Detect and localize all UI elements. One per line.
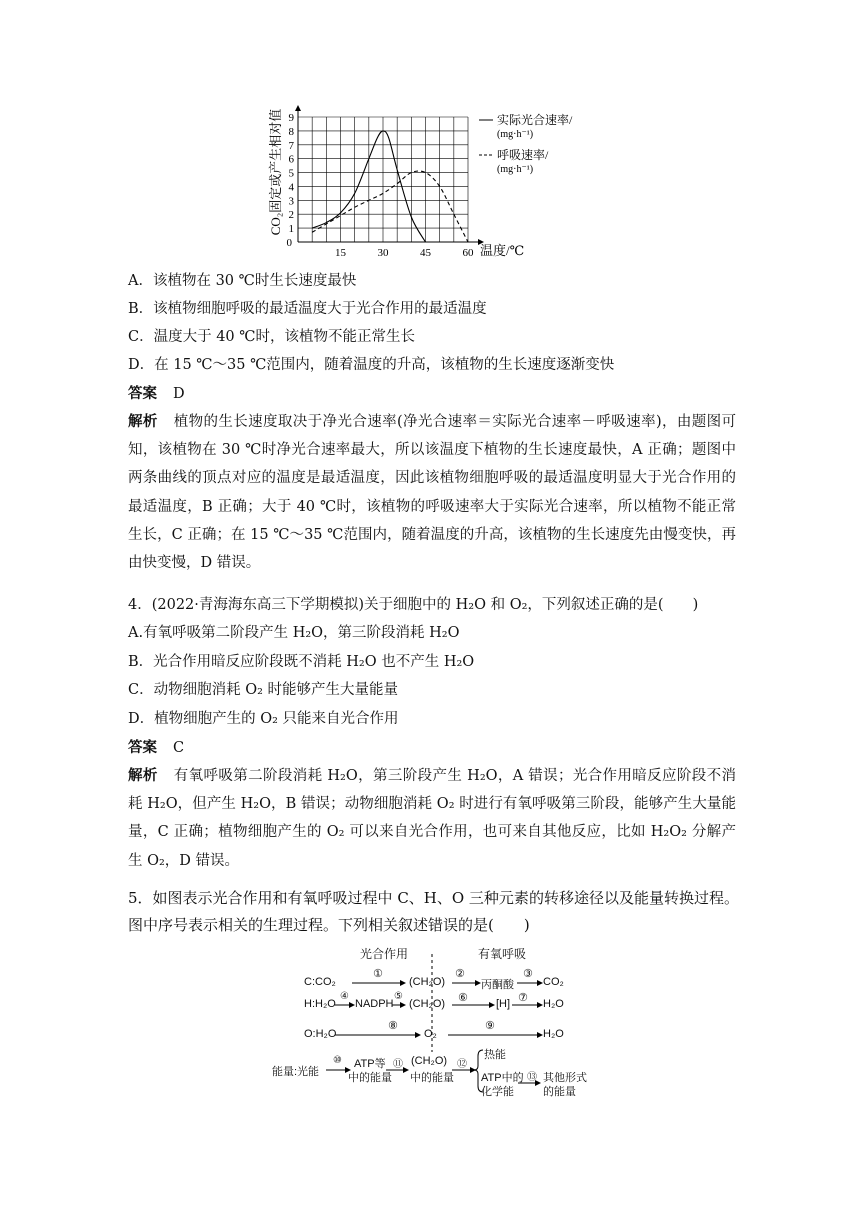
process-7: ⑦	[518, 992, 528, 1004]
process-2: ②	[455, 968, 465, 980]
legend-series-2-line1: 呼吸速率/	[497, 148, 549, 162]
q4-analysis	[128, 762, 736, 875]
x-axis-label: 温度/℃	[480, 243, 525, 258]
q4-option-d: D．植物细胞产生的 O₂ 只能来自光合作用	[128, 711, 399, 727]
chart-ticks	[287, 112, 475, 259]
energy-atp-chem-line2: 化学能	[481, 1086, 514, 1098]
q4-option-b: B．光合作用暗反应阶段既不消耗 H₂O 也不产生 H₂O	[128, 654, 475, 670]
temperature-rate-chart	[250, 100, 630, 265]
y-tick-label: 9	[288, 112, 294, 124]
process-8: ⑧	[388, 1020, 398, 1032]
q3-analysis	[128, 408, 736, 577]
series-respiration-line	[312, 171, 468, 242]
q4-stem: 4．(2022·青海海东高三下学期模拟)关于细胞中的 H₂O 和 O₂，下列叙述正确的是( )	[128, 597, 699, 613]
q5-stem-line1: 5．如图表示光合作用和有氧呼吸过程中 C、H、O 三种元素的转移途径以及能量转换过程。	[128, 889, 739, 907]
h-row-ch2o: (CH₂O)	[409, 998, 446, 1010]
legend-series-1-line2: (mg·h⁻¹)	[497, 129, 534, 140]
h-row-h2o: H₂O	[543, 998, 564, 1010]
y-axis-arrow	[295, 105, 301, 111]
c-row-co2: CO₂	[543, 976, 564, 988]
o-row-o2: O₂	[424, 1028, 437, 1040]
o-row-h2o: H₂O	[543, 1028, 564, 1040]
q5-stem-line2: 图中序号表示相关的生理过程。下列相关叙述错误的是( )	[128, 916, 530, 934]
legend-series-2-line2: (mg·h⁻¹)	[497, 164, 534, 175]
process-9: ⑨	[485, 1020, 495, 1032]
process-11: ⑪	[393, 1059, 403, 1070]
origin-label: 0	[286, 237, 292, 249]
y-tick-label: 1	[288, 223, 294, 236]
diagram-header-respiration: 有氧呼吸	[478, 947, 527, 961]
answer-label: 答案	[128, 739, 157, 756]
process-4: ④	[340, 991, 349, 1002]
y-tick-label: 8	[288, 125, 294, 138]
energy-atp-chem-line1: ATP中的	[481, 1072, 524, 1084]
energy-other-line2: 的能量	[543, 1086, 576, 1098]
y-tick-label: 4	[288, 181, 294, 194]
analysis-text: 有氧呼吸第二阶段消耗 H₂O，第三阶段产生 H₂O，A 错误；光合作用暗反应阶段不消耗 H₂O，但产生 H₂O，B 错误；动物细胞消耗 O₂ 时进行有氧呼吸第三阶段，能够产生大量能量，C 正确；植物细胞产生的 O₂ 可以来自光合作用，也可来自其他反应，比如 H₂O₂ 分解产生 O₂，D 错误。	[128, 768, 736, 869]
y-tick-label: 2	[288, 209, 294, 222]
answer-label: 答案	[128, 385, 157, 402]
y-axis-label: CO₂固定或产生相对值	[268, 108, 283, 236]
o-row-label: O:H₂O	[304, 1028, 337, 1040]
q4-option-a: A.有氧呼吸第二阶段产生 H₂O，第三阶段消耗 H₂O	[128, 625, 460, 641]
x-tick-label: 30	[377, 247, 389, 259]
q4-answer	[128, 738, 184, 758]
h-row-label: H:H₂O	[304, 998, 336, 1010]
answer-value: C	[173, 740, 185, 756]
energy-other-line1: 其他形式	[543, 1072, 587, 1084]
analysis-label: 解析	[128, 413, 158, 430]
process-1: ①	[373, 968, 383, 980]
x-tick-label: 15	[335, 247, 346, 259]
q3-answer	[128, 384, 185, 404]
process-12: ⑫	[457, 1059, 467, 1070]
q3-option-a: A．该植物在 30 ℃时生长速度最快	[128, 273, 357, 289]
energy-ch2o-line2: 中的能量	[410, 1072, 454, 1084]
h-row-h: [H]	[496, 998, 511, 1010]
x-tick-label: 60	[462, 247, 474, 259]
process-10: ⑩	[333, 1055, 342, 1066]
energy-ch2o-line1: (CH₂O)	[411, 1055, 448, 1067]
q3-option-b: B．该植物细胞呼吸的最适温度大于光合作用的最适温度	[128, 301, 487, 317]
analysis-label: 解析	[128, 767, 158, 784]
y-tick-label: 7	[288, 139, 294, 152]
c-row-ch2o: (CH₂O)	[409, 976, 446, 988]
process-5: ⑤	[394, 991, 403, 1002]
c-row-pyruvate: 丙酮酸	[481, 979, 514, 991]
q3-option-d: D．在 15 ℃～35 ℃范围内，随着温度的升高，该植物的生长速度逐渐变快	[128, 357, 615, 373]
energy-row-label: 能量:光能	[272, 1066, 320, 1078]
y-tick-label: 3	[288, 195, 294, 208]
energy-atp-line1: ATP等	[354, 1058, 386, 1070]
q3-option-c: C．温度大于 40 ℃时，该植物不能正常生长	[128, 329, 415, 345]
legend	[479, 112, 573, 175]
chart-grid	[298, 117, 468, 242]
y-tick-label: 5	[288, 167, 294, 180]
energy-atp-line2: 中的能量	[348, 1072, 392, 1084]
answer-value: D	[173, 386, 185, 402]
process-3: ③	[523, 968, 533, 980]
process-13: ⑬	[527, 1072, 537, 1083]
diagram-header-photosynthesis: 光合作用	[360, 947, 409, 961]
process-6: ⑥	[458, 992, 468, 1004]
h-row-nadph: NADPH	[355, 998, 394, 1010]
energy-heat: 热能	[484, 1049, 506, 1061]
x-tick-label: 45	[420, 247, 431, 259]
analysis-text: 植物的生长速度取决于净光合速率(净光合速率＝实际光合速率－呼吸速率)，由题图可知，该植物在 30 ℃时净光合速率最大，所以该温度下植物的生长速度最快，A 正确；题图中两条曲线的顶点对应的温度是最适温度，因此该植物细胞呼吸的最适温度明显大于光合作用的最适温度，B 正确；大于 40 ℃时，该植物的呼吸速率大于实际光合速率，所以植物不能正常生长，C 正确；在 15 ℃～35 ℃范围内，随着温度的升高，该植物的生长速度先由慢变快，再由快变慢，D 错误。	[128, 414, 737, 572]
legend-series-1-line1: 实际光合速率/	[497, 113, 573, 127]
q4-option-c: C．动物细胞消耗 O₂ 时能够产生大量能量	[128, 682, 399, 698]
c-row-label: C:CO₂	[304, 976, 336, 988]
y-tick-label: 6	[288, 153, 294, 166]
